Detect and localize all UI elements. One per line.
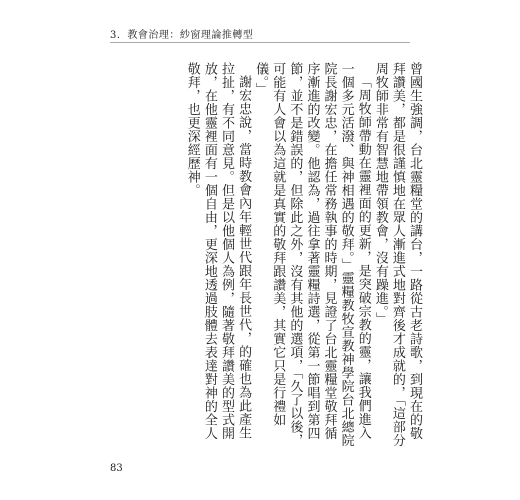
body-text [105, 62, 423, 452]
running-header: 3．教會治理：紗窗理論推轉型 [110, 30, 254, 41]
paragraph-1: 曾國生強調，台北靈糧堂的講台，一路從古老詩歌，到現在的敬拜讚美，都是很謹慎地在眾人漸進式地對齊後才成就的，「這部分周牧師非常有智慧地帶領教會，沒有躁進。」 [372, 62, 422, 447]
header-divider [110, 42, 410, 43]
paragraph-3: 謝宏忠說，當時教會內年輕世代跟年長世代，的確也為此產生拉扯，有不同意見。但是以他個人為例，隨著敬拜讚美的型式開放，在他靈裡面有一個自由，更深地透過肢體去表達對神的全人敬拜，也更深經歷神。 [184, 62, 252, 440]
paragraph-2: 「周牧師帶動在靈裡面的更新，是突破宗教的靈，讓我們進入一個多元活潑、與神相遇的敬拜。」靈糧教牧宣教神學院台北總院院長謝宏忠，在擔任常務執事的時期，見證了台北靈糧堂敬拜循序漸進的改變。他認為，過往拿著靈糧詩選，從第一節唱到第四節，並不是錯誤的，但除此之外，沒有其他的選項，「久了以後，可能有人會以為這就是真實的敬拜跟讚美，其實它只是行禮如儀。」 [253, 62, 371, 447]
page-number: 83 [110, 463, 123, 474]
